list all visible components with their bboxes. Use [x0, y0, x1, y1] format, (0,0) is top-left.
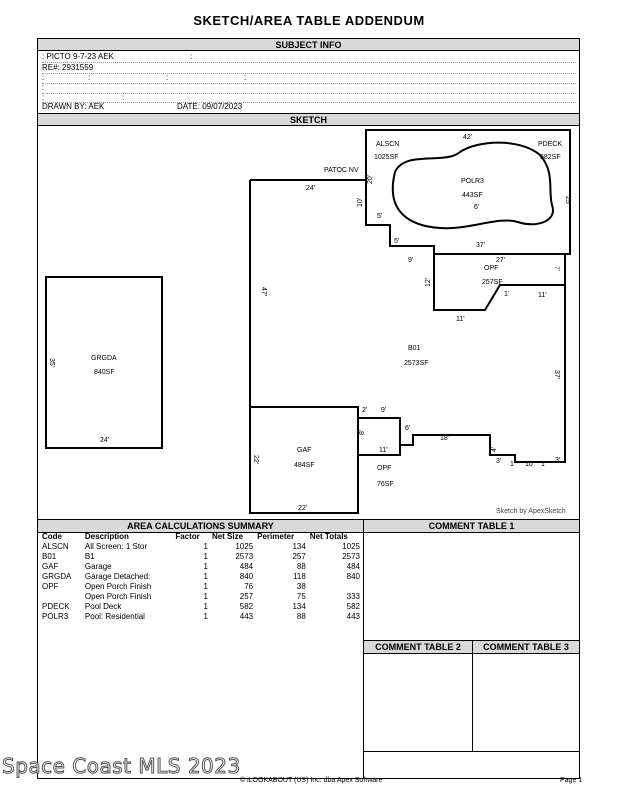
cell-description: Garage: [84, 562, 112, 571]
column-header: Perimeter: [257, 532, 295, 541]
sketch-credit: Sketch by ApexSketch: [496, 508, 566, 515]
dim-label: 6': [474, 204, 480, 211]
table-row: [40, 562, 362, 572]
subject-line-3-d: :: [244, 73, 247, 82]
cell-net-total: 2573: [342, 552, 360, 561]
cell-net-size: 257: [239, 592, 254, 601]
cell-code: PDECK: [42, 602, 70, 611]
cell-perimeter: 118: [293, 572, 306, 581]
dim-label: 12': [425, 277, 432, 287]
column-header: Net Size: [211, 532, 244, 541]
dim-label: 4': [491, 446, 498, 452]
cell-code: B01: [42, 552, 57, 561]
table-row: [40, 602, 362, 612]
page-title: SKETCH/AREA TABLE ADDENDUM: [193, 13, 425, 28]
cell-code: [40, 592, 83, 602]
dim-label: 11': [538, 292, 547, 299]
subject-line-5-a: :: [42, 93, 45, 102]
area-calculations-table: [40, 532, 362, 622]
dim-label: 27': [496, 257, 506, 264]
subject-line-1-left: : PICTO 9-7-23 AEK: [42, 52, 114, 61]
gaf-outline: [250, 407, 400, 513]
dim-label: 22': [298, 505, 308, 512]
cell-factor: 1: [203, 542, 208, 551]
cell-description: Pool Deck: [84, 602, 122, 611]
comment-bottom-line: [364, 751, 579, 752]
comment-table-1-header: COMMENT TABLE 1: [364, 520, 579, 533]
cell-perimeter: 38: [296, 582, 306, 591]
cell-code: POLR3: [42, 612, 69, 621]
cell-factor: 1: [203, 592, 208, 601]
cell-net-total: 1025: [342, 542, 360, 551]
polr3-label: POLR3: [461, 178, 484, 185]
gaf-area: 484SF: [294, 462, 315, 469]
dim-label: 1': [504, 291, 510, 298]
pdeck-label: PDECK: [538, 141, 563, 148]
dim-label: 6': [405, 425, 411, 432]
cell-net-size: 443: [239, 612, 254, 621]
dim-label: 35': [48, 358, 55, 368]
cell-perimeter: 134: [292, 602, 306, 611]
pool-outline: [393, 143, 553, 229]
grgda-area: 840SF: [94, 369, 115, 376]
cell-code: ALSCN: [42, 542, 69, 551]
opf1-label: OPF: [484, 265, 499, 272]
pdeck-area: 582SF: [540, 154, 561, 161]
dim-label: 3': [555, 457, 561, 464]
dim-label: 20': [367, 174, 374, 184]
b01-area: 2573SF: [404, 360, 429, 367]
dim-label: 37': [476, 242, 486, 249]
alscn-label: ALSCN: [376, 141, 400, 148]
cell-factor: 1: [203, 582, 208, 591]
dim-label: 24': [100, 437, 110, 444]
cell-net-total: [308, 582, 362, 592]
dim-label: 42': [463, 134, 473, 141]
cell-factor: 1: [203, 562, 208, 571]
dim-label: 11': [379, 447, 388, 454]
cell-description: Open Porch Finish: [84, 582, 152, 591]
dim-label: 8': [359, 429, 366, 435]
dim-label: 11': [456, 316, 465, 323]
cell-factor: 1: [203, 572, 208, 581]
patoc-label: PATOC NV: [324, 167, 359, 174]
dim-label: 22': [252, 455, 259, 465]
dim-label: 9': [408, 257, 414, 264]
dim-label: 37': [553, 370, 560, 380]
cell-description: Pool: Residential: [84, 612, 145, 621]
polr3-area: 443SF: [462, 192, 483, 199]
table-row: [40, 542, 362, 552]
subject-line-5-b: :: [122, 93, 125, 102]
comment-column-divider: [472, 640, 473, 751]
comment-table-2-header: COMMENT TABLE 2: [364, 641, 472, 654]
drawn-by: DRAWN BY: AEK: [42, 102, 105, 111]
subject-line-3-c: :: [166, 73, 169, 82]
dim-label: 5': [394, 238, 400, 245]
cell-net-size: 582: [239, 602, 254, 611]
column-header: Code: [42, 532, 62, 541]
cell-net-size: 76: [244, 582, 254, 591]
cell-code: GRGDA: [42, 572, 72, 581]
cell-description: Open Porch Finish: [84, 592, 152, 601]
dim-label: 9': [381, 407, 387, 414]
dim-label: 5': [377, 213, 383, 220]
opf2-area: 76SF: [377, 481, 394, 488]
subject-line-4: :: [42, 83, 45, 92]
mls-watermark: Space Coast MLS 2023: [2, 754, 241, 778]
table-row: [40, 612, 362, 622]
dim-label: 24': [306, 185, 316, 192]
cell-net-total: 582: [346, 602, 360, 611]
table-row: [40, 572, 362, 582]
sketch-date: DATE: 09/07/2023: [177, 102, 243, 111]
column-header: Factor: [175, 532, 200, 541]
alscn-area: 1025SF: [374, 154, 399, 161]
page-number: Page 1: [560, 777, 583, 784]
dim-label: 47': [260, 287, 267, 297]
dim-label: 1': [510, 461, 516, 468]
copyright-text: © iLOOKABOUT (US) Inc. dba Apex Software: [240, 777, 383, 784]
cell-perimeter: 134: [292, 542, 306, 551]
grgda-label: GRGDA: [91, 355, 117, 362]
cell-net-size: 484: [239, 562, 254, 571]
subject-info-header: SUBJECT INFO: [38, 38, 579, 51]
dim-label: 3': [496, 458, 502, 465]
dim-label: 10': [357, 197, 364, 207]
cell-description: B1: [84, 552, 95, 561]
dim-label: 2': [362, 407, 368, 414]
dim-label: 7': [553, 266, 560, 272]
opf1-area: 257SF: [482, 279, 503, 286]
grgda-outline: [46, 277, 162, 448]
cell-net-total: 840: [346, 572, 360, 581]
cell-net-total: 333: [346, 592, 360, 601]
table-row: [40, 592, 362, 602]
cell-perimeter: 257: [292, 552, 306, 561]
cell-perimeter: 88: [296, 612, 306, 621]
cell-description: All Screen: 1 Stor: [84, 542, 148, 551]
subject-line-3-a: :: [42, 73, 45, 82]
cell-net-size: 2573: [235, 552, 254, 561]
area-summary-header: AREA CALCULATIONS SUMMARY: [38, 520, 363, 533]
cell-factor: 1: [203, 552, 208, 561]
cell-factor: 1: [203, 612, 208, 621]
cell-net-size: 840: [239, 572, 254, 581]
cell-code: OPF: [42, 582, 59, 591]
opf2-label: OPF: [377, 465, 392, 472]
cell-description: Garage Detached:: [84, 572, 151, 581]
dim-label: 25': [564, 196, 571, 206]
cell-perimeter: 88: [296, 562, 306, 571]
comment-table-3-header: COMMENT TABLE 3: [473, 641, 579, 654]
table-row: [40, 552, 362, 562]
cell-net-total: 443: [346, 612, 360, 621]
subject-line-2: RE#: 2931559: [42, 63, 94, 72]
table-header-row: [40, 532, 362, 542]
cell-net-total: 484: [346, 562, 360, 571]
cell-net-size: 1025: [235, 542, 254, 551]
column-header: Description: [84, 532, 129, 541]
gaf-label: GAF: [297, 447, 312, 454]
dim-label: 18': [440, 435, 450, 442]
subject-line-1-right: :: [190, 52, 193, 61]
subject-line-3-b: :: [88, 73, 91, 82]
dim-label: 1': [541, 461, 547, 468]
b01-label: B01: [408, 345, 421, 352]
dim-label: 10': [525, 461, 535, 468]
cell-factor: 1: [203, 602, 208, 611]
cell-code: GAF: [42, 562, 59, 571]
table-row: [40, 582, 362, 592]
column-header: Net Totals: [309, 532, 348, 541]
sketch-header: SKETCH: [38, 113, 579, 126]
cell-perimeter: 75: [296, 592, 306, 601]
